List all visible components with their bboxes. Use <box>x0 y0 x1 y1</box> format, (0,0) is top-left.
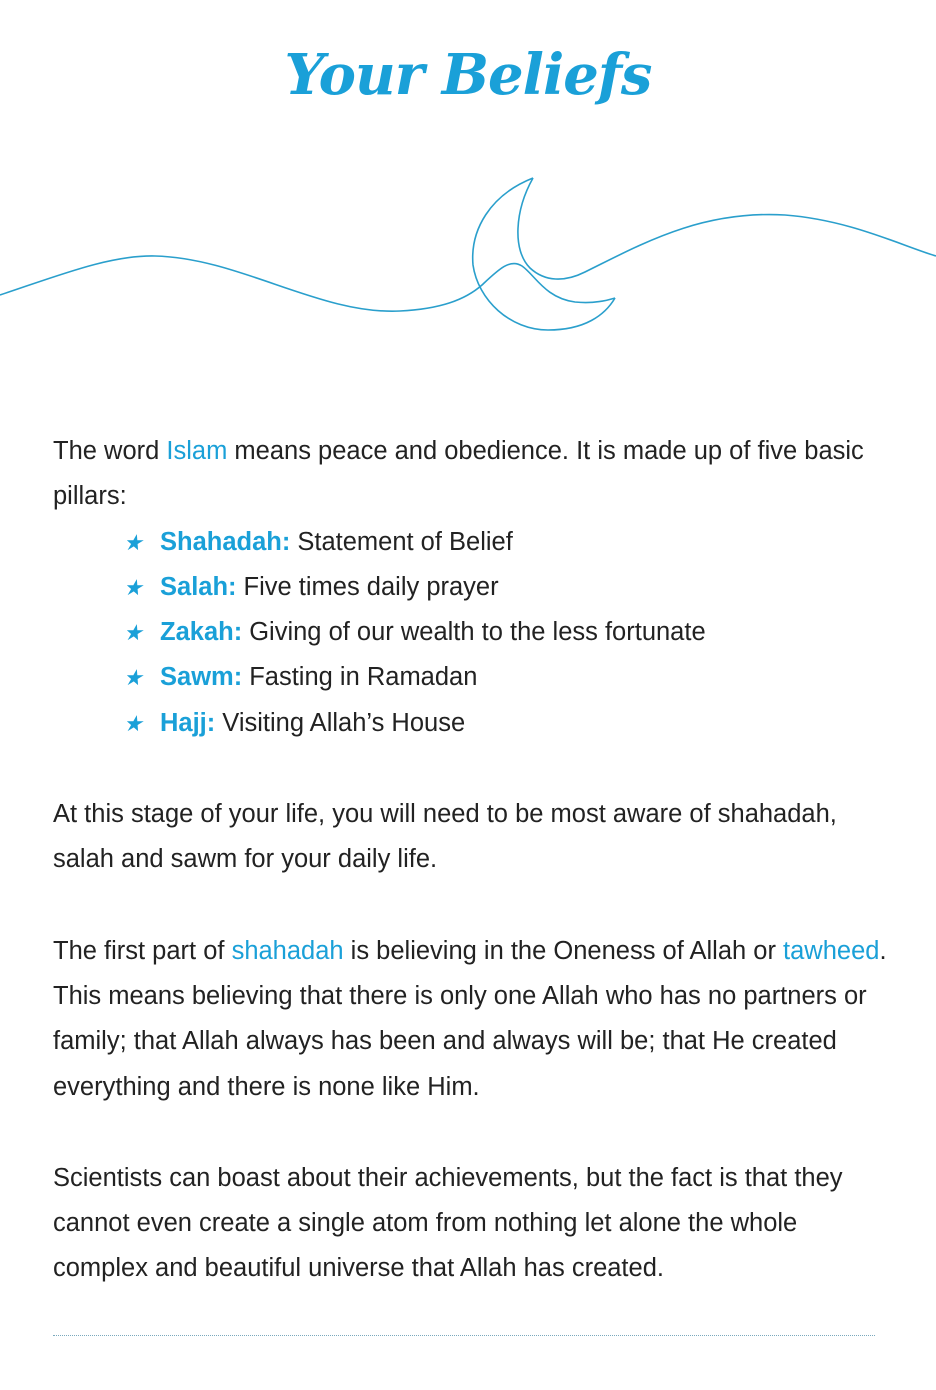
tawheed-keyword: tawheed <box>783 936 880 965</box>
pillar-term: Sawm: <box>160 663 243 692</box>
list-item <box>123 520 888 565</box>
text: The first part of <box>53 936 232 965</box>
intro-text: The word <box>53 437 167 465</box>
star-bullet-icon: ★ <box>123 529 143 555</box>
shahadah-paragraph <box>53 929 888 1110</box>
text: is believing in the Oneness of Allah or <box>343 936 784 965</box>
islam-keyword: Islam <box>166 437 228 465</box>
shahadah-keyword: shahadah <box>231 936 344 965</box>
pillar-term: Shahadah: <box>160 527 291 556</box>
awareness-paragraph: At this stage of your life, you will need to be most aware of shahadah, salah and sawm for your daily life. <box>53 800 837 874</box>
list-item <box>123 701 888 746</box>
list-item <box>123 565 888 610</box>
text: . This means believing that there is only one Allah who has no partners or family; that Allah always has been and always will be; that He created everything and there is none like Him. <box>53 936 887 1101</box>
intro-text-rest: means peace and obedience. It is made up of five basic pillars: <box>53 437 864 511</box>
pillars-list <box>53 520 888 746</box>
pillar-term: Hajj: <box>160 708 216 737</box>
pillar-description: Visiting Allah’s House <box>222 708 466 737</box>
pillar-description: Giving of our wealth to the less fortunate <box>249 618 706 647</box>
pillar-term: Salah: <box>160 572 237 601</box>
intro-paragraph <box>53 429 888 520</box>
star-bullet-icon: ★ <box>123 574 143 600</box>
article-body <box>53 429 888 1292</box>
pillar-description: Five times daily prayer <box>243 572 499 601</box>
pillar-term: Zakah: <box>160 618 243 647</box>
star-bullet-icon: ★ <box>123 710 143 736</box>
list-item <box>123 610 888 655</box>
crescent-moon-wave-icon <box>0 160 936 350</box>
list-item <box>123 655 888 700</box>
dotted-divider <box>53 1335 875 1336</box>
star-bullet-icon: ★ <box>123 665 143 691</box>
scientists-paragraph: Scientists can boast about their achievements, but the fact is that they cannot even create a single atom from nothing let alone the whole complex and beautiful universe that Allah has created. <box>53 1163 843 1283</box>
pillar-description: Statement of Belief <box>297 527 513 556</box>
pillar-description: Fasting in Ramadan <box>249 663 478 692</box>
star-bullet-icon: ★ <box>123 620 143 646</box>
page-title: Your Beliefs <box>284 42 652 108</box>
